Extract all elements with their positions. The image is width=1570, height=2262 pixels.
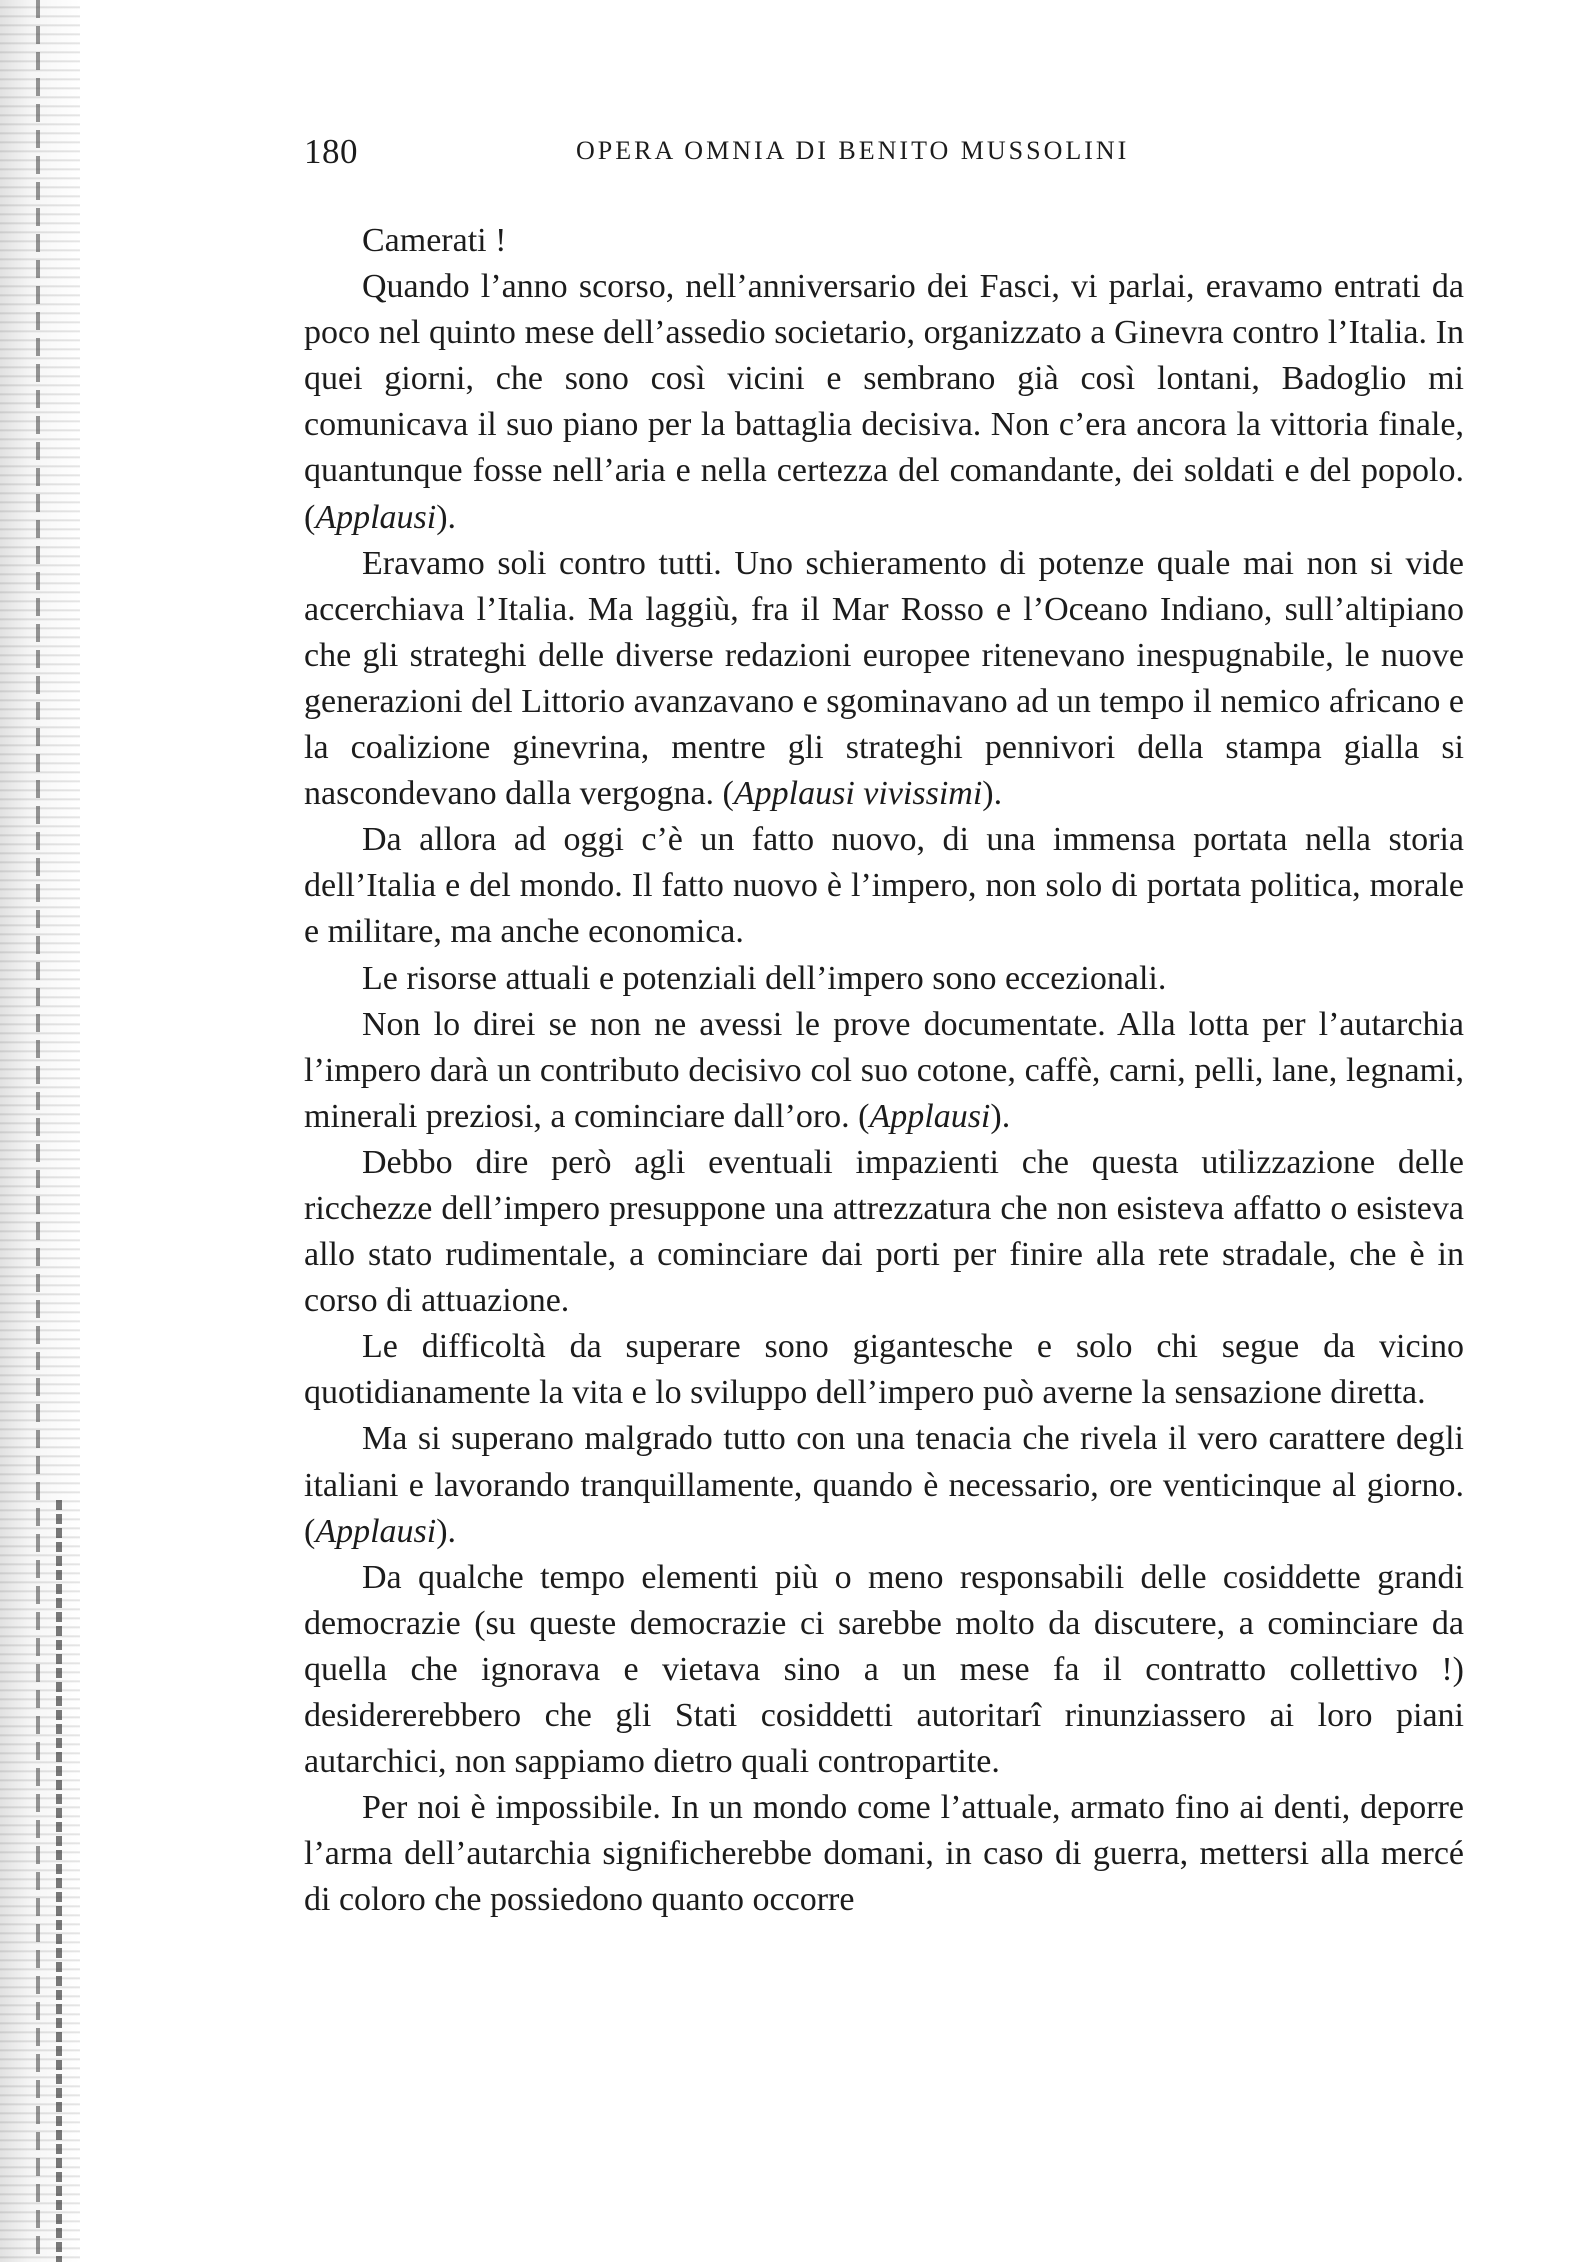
- paragraph-5: Non lo direi se non ne avessi le prove documentate. Alla lotta per l’autarchia l’impero darà un contributo decisivo col suo cotone, caffè, carni, pelli, lane, legnami, minerali preziosi, a cominciare dall’oro. (Applausi).: [304, 1005, 1464, 1135]
- paragraph-1: Quando l’anno scorso, nell’anniversario dei Fasci, vi parlai, eravamo entrati da poco nel quinto mese dell’assedio societario, organizzato a Ginevra contro l’Italia. In quei giorni, che sono così vicini e sembrano già così lontani, Badoglio mi comunicava il suo piano per la battaglia decisiva. Non c’era ancora la vittoria finale, quantunque fosse nell’aria e nella certezza del comandante, dei soldati e del popolo. (Applausi).: [304, 268, 1464, 536]
- applause-note: Applausi: [869, 1097, 991, 1135]
- paragraph-4: Le risorse attuali e potenziali dell’impero sono eccezionali.: [362, 959, 1167, 997]
- running-head: [304, 118, 1464, 178]
- applause-note: Applausi vivissimi: [733, 775, 983, 813]
- salutation: Camerati !: [362, 222, 507, 259]
- speech-text: [304, 218, 1464, 1923]
- page-number: 180: [304, 132, 358, 171]
- paragraph-6: Debbo dire però agli eventuali impazienti che questa utilizzazione delle ricchezze dell’impero presuppone una attrezzatura che non esisteva affatto o esisteva allo stato rudimentale, a cominciare dai porti per finire alla rete stradale, che è in corso di attuazione.: [304, 1143, 1464, 1320]
- book-page: [304, 118, 1464, 1923]
- paragraph-8: Ma si superano malgrado tutto con una tenacia che rivela il vero carattere degli italiani e lavorando tranquillamente, quando è necessario, ore venticinque al giorno. (Applausi).: [304, 1420, 1464, 1550]
- paragraph-9: Da qualche tempo elementi più o meno responsabili delle cosiddette grandi democrazie (su queste democrazie ci sarebbe molto da discutere, a cominciare da quella che ignorava e vietava sino a un mese fa il contratto collettivo !) desidererebbero che gli Stati cosiddetti autoritarî rinunziassero ai loro piani autarchici, non sappiamo dietro quali contropartite.: [304, 1558, 1464, 1781]
- applause-note: Applausi: [315, 498, 437, 536]
- running-head-title: OPERA OMNIA DI BENITO MUSSOLINI: [576, 136, 1130, 165]
- paragraph-10: Per noi è impossibile. In un mondo come l’attuale, armato fino ai denti, deporre l’arma dell’autarchia significherebbe domani, in caso di guerra, mettersi alla mercé di coloro che possiedono quanto occorre: [304, 1789, 1464, 1919]
- applause-note: Applausi: [315, 1512, 437, 1550]
- scanned-binding-edge: [0, 0, 80, 2262]
- paragraph-2: Eravamo soli contro tutti. Uno schieramento di potenze quale mai non si vide accerchiava l’Italia. Ma laggiù, fra il Mar Rosso e l’Oceano Indiano, sull’altipiano che gli strateghi delle diverse redazioni europee ritenevano inespugnabile, le nuove generazioni del Littorio avanzavano e sgominavano ad un tempo il nemico africano e la coalizione ginevrina, mentre gli strateghi pennivori della stampa gialla si nascondevano dalla vergogna. (Applausi vivissimi).: [304, 544, 1464, 813]
- paragraph-3: Da allora ad oggi c’è un fatto nuovo, di una immensa portata nella storia dell’Italia e del mondo. Il fatto nuovo è l’impero, non solo di portata politica, morale e militare, ma anche economica.: [304, 821, 1464, 951]
- paragraph-7: Le difficoltà da superare sono gigantesche e solo chi segue da vicino quotidianamente la vita e lo sviluppo dell’impero può averne la sensazione diretta.: [304, 1328, 1464, 1412]
